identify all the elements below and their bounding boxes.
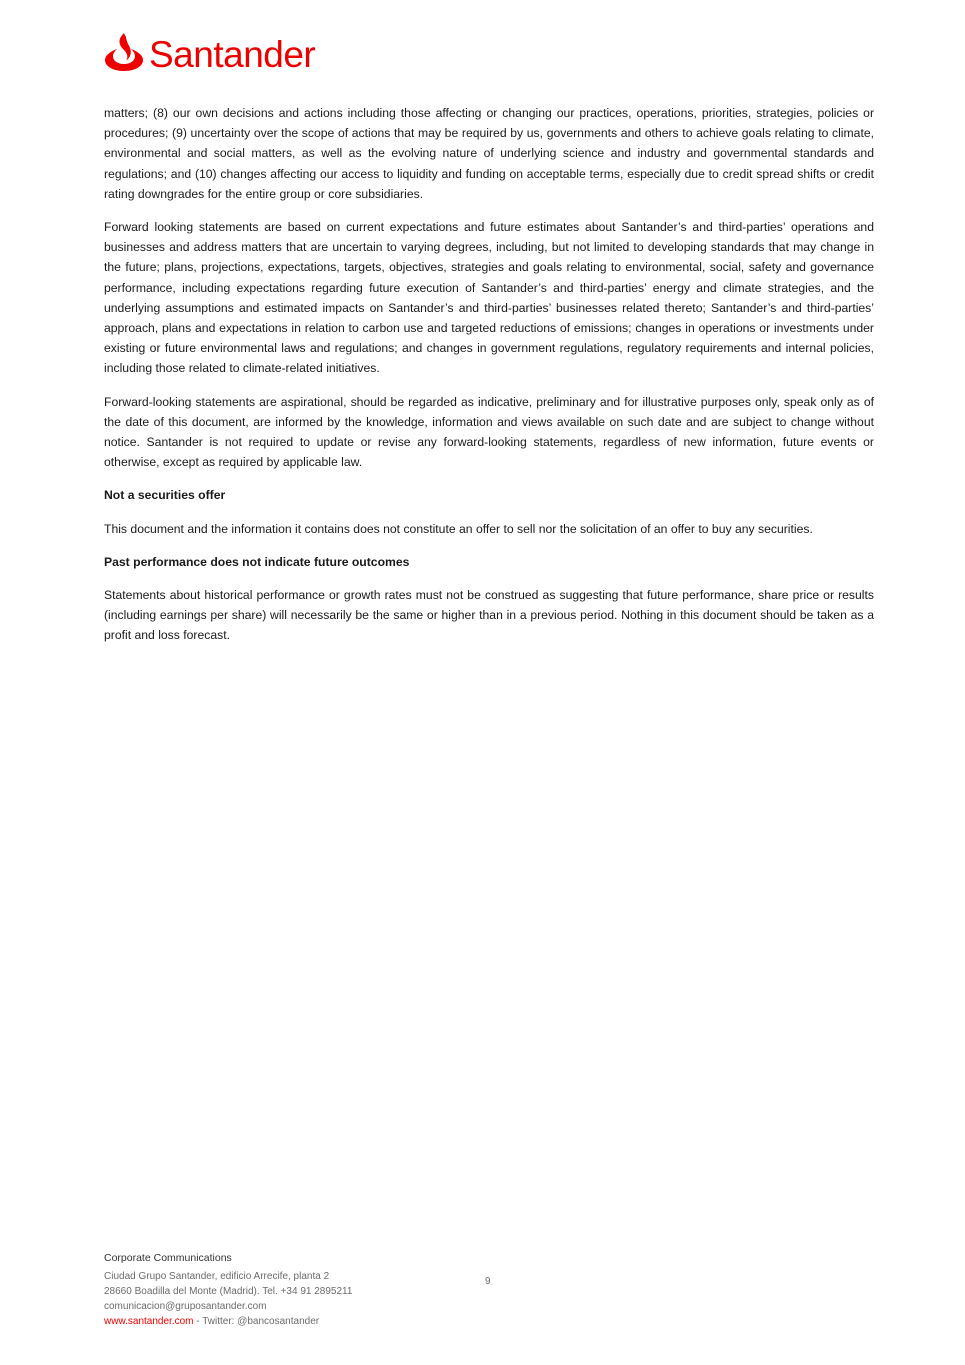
footer-email[interactable]: comunicacion@gruposantander.com (104, 1301, 267, 1312)
footer-links (104, 1314, 352, 1329)
flame-icon (103, 31, 145, 73)
footer (104, 1251, 352, 1329)
footer-twitter: - Twitter: @bancosantander (193, 1316, 320, 1327)
heading-past-performance: Past performance does not indicate future outcomes (104, 554, 410, 569)
paragraph-forward-looking-aspirational: Forward-looking statements are aspirational, should be regarded as indicative, preliminary and for illustrative purposes only, speak only as of the date of this document, are informed by the knowledge, information and views available on such date and are subject to change without notice. Santander is not required to update or revise any forward-looking statements, regardless of new information, future events or otherwise, except as required by applicable law. (104, 394, 874, 470)
paragraph-not-securities-offer: This document and the information it contains does not constitute an offer to sell nor the solicitation of an offer to buy any securities. (104, 521, 813, 536)
heading-not-securities-offer: Not a securities offer (104, 488, 226, 503)
footer-address-line1: Ciudad Grupo Santander, edificio Arrecife, planta 2 (104, 1271, 330, 1282)
footer-department: Corporate Communications (104, 1252, 232, 1264)
santander-logo (103, 30, 315, 74)
paragraph-risk-factors: matters; (8) our own decisions and actions including those affecting or changing our practices, operations, priorities, strategies, policies or procedures; (9) uncertainty over the scope of actions that may be required by us, governments and others to achieve goals relating to climate, environmental and social matters, as well as the evolving nature of underlying science and industry and governmental standards and regulations; and (10) changes affecting our access to liquidity and funding on acceptable terms, especially due to credit spread shifts or credit rating downgrades for the entire group or core subsidiaries. (104, 106, 874, 201)
paragraph-past-performance: Statements about historical performance or growth rates must not be construed as suggesting that future performance, share price or results (including earnings per share) will necessarily be the same or higher than in a previous period. Nothing in this document should be taken as a profit and loss forecast. (104, 588, 874, 643)
page-number: 9 (485, 1276, 491, 1287)
document-body (104, 103, 874, 659)
paragraph-forward-looking-basis: Forward looking statements are based on current expectations and future estimates about Santander’s and third-parties’ operations and businesses and address matters that are uncertain to varying degrees, including, but not limited to developing standards that may change in the future; plans, projections, expectations, targets, objectives, strategies and goals relating to environmental, social, safety and governance performance, including expectations regarding future execution of Santander’s and third-parties’ energy and climate strategies, and the underlying assumptions and estimated impacts on Santander’s and third-parties’ businesses related thereto; Santander’s and third-parties’ approach, plans and expectations in relation to carbon use and targeted reductions of emissions; changes in operations or investments under existing or future environmental laws and regulations; and changes in government regulations, regulatory requirements and internal policies, including those related to climate-related initiatives. (104, 220, 874, 376)
logo-wordmark: Santander (149, 33, 316, 75)
footer-website-link[interactable]: www.santander.com (104, 1316, 194, 1327)
footer-address-line2: 28660 Boadilla del Monte (Madrid). Tel. +34 91 2895211 (104, 1286, 353, 1297)
